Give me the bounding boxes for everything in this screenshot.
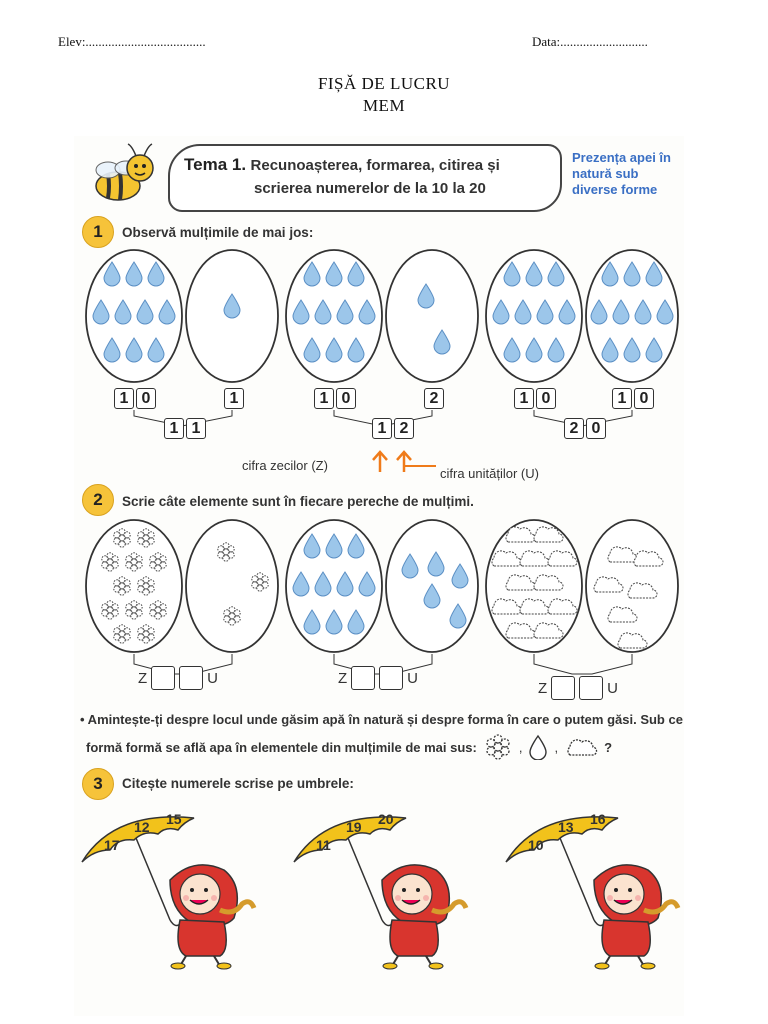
exercise-2-sets bbox=[82, 516, 686, 706]
digit-box: 1 bbox=[164, 418, 184, 439]
right-set-count bbox=[424, 388, 444, 409]
umbrella-number: 13 bbox=[558, 819, 574, 835]
umbrella-number: 20 bbox=[378, 811, 394, 827]
red-cape bbox=[390, 920, 438, 956]
left-set-count bbox=[314, 388, 356, 409]
units-label: U bbox=[407, 669, 419, 687]
digit-box: 0 bbox=[136, 388, 156, 409]
umbrella-number: 15 bbox=[166, 811, 182, 827]
tens-units-answer bbox=[538, 676, 618, 700]
umbrella-number: 17 bbox=[104, 837, 120, 853]
umbrella-number: 19 bbox=[346, 819, 362, 835]
exercise-3-instruction: Citește numerele scrise pe umbrele: bbox=[122, 776, 354, 791]
separator-1: , bbox=[518, 739, 523, 755]
pair-total-count bbox=[164, 418, 206, 439]
digit-box: 1 bbox=[314, 388, 334, 409]
set-oval bbox=[386, 250, 478, 382]
exercise-2-badge: 2 bbox=[82, 484, 114, 516]
digit-box: 0 bbox=[586, 418, 606, 439]
digit-box: 2 bbox=[394, 418, 414, 439]
tens-units-answer bbox=[138, 666, 218, 690]
theme-number: Tema 1. bbox=[184, 155, 247, 174]
red-cape bbox=[178, 920, 226, 956]
umbrella-number: 12 bbox=[134, 819, 150, 835]
water-forms-note-line2 bbox=[86, 732, 612, 762]
units-answer-box[interactable] bbox=[579, 676, 603, 700]
right-set-count bbox=[612, 388, 654, 409]
water-forms-question: formă formă se află apa în elementele din mulțimile de mai sus: bbox=[86, 739, 477, 755]
umbrella-number: 16 bbox=[590, 811, 606, 827]
tens-digit-label: cifra zecilor (Z) bbox=[242, 458, 328, 473]
digit-box: 0 bbox=[634, 388, 654, 409]
worksheet-title: FIȘĂ DE LUCRU bbox=[317, 74, 451, 93]
tens-label: Z bbox=[338, 669, 348, 687]
tens-answer-box[interactable] bbox=[551, 676, 575, 700]
digit-box: 1 bbox=[224, 388, 244, 409]
units-digit-label: cifra unităților (U) bbox=[440, 466, 539, 481]
exercise-2-instruction: Scrie câte elemente sunt în fiecare pereche de mulțimi. bbox=[122, 494, 474, 509]
red-cape bbox=[602, 920, 650, 956]
girl-face bbox=[392, 874, 432, 914]
question-mark: ? bbox=[604, 739, 613, 755]
digit-box: 1 bbox=[114, 388, 134, 409]
exercise-3-umbrellas bbox=[74, 800, 694, 970]
water-forms-note-line1: • Amintește-ți despre locul unde găsim apă în natură și despre forma în care o putem găsi. Sub ce bbox=[80, 712, 683, 727]
girl-with-umbrella-illustration bbox=[286, 800, 486, 970]
tens-label: Z bbox=[138, 669, 148, 687]
snowflake-icon bbox=[483, 734, 513, 760]
tens-units-answer bbox=[338, 666, 418, 690]
girl-face bbox=[180, 874, 220, 914]
drop-outline-icon bbox=[528, 734, 548, 760]
set-oval bbox=[86, 520, 182, 652]
tens-answer-box[interactable] bbox=[351, 666, 375, 690]
left-set-count bbox=[114, 388, 156, 409]
girl-with-umbrella-illustration bbox=[74, 800, 274, 970]
digit-box: 0 bbox=[336, 388, 356, 409]
umbrella-number: 10 bbox=[528, 837, 544, 853]
digit-box: 0 bbox=[536, 388, 556, 409]
umbrella-number: 11 bbox=[316, 837, 331, 853]
exercise-1-badge: 1 bbox=[82, 216, 114, 248]
worksheet-subject: MEM bbox=[362, 96, 406, 115]
date-field: Data:........................... bbox=[532, 34, 648, 49]
right-set-count bbox=[224, 388, 244, 409]
units-answer-box[interactable] bbox=[379, 666, 403, 690]
digit-box: 1 bbox=[514, 388, 534, 409]
digit-box: 1 bbox=[186, 418, 206, 439]
set-oval bbox=[186, 520, 278, 652]
digit-box: 2 bbox=[424, 388, 444, 409]
girl-with-umbrella-illustration bbox=[498, 800, 698, 970]
units-label: U bbox=[207, 669, 219, 687]
pair-total-count bbox=[564, 418, 606, 439]
digit-arrows-icon bbox=[368, 448, 438, 474]
exercise-1-instruction: Observă mulțimile de mai jos: bbox=[122, 225, 314, 240]
theme-title-line2: scrierea numerelor de la 10 la 20 bbox=[254, 180, 486, 197]
digit-box: 2 bbox=[564, 418, 584, 439]
exercise-3-badge: 3 bbox=[82, 768, 114, 800]
bee-mascot-icon bbox=[78, 140, 162, 210]
girl-face bbox=[604, 874, 644, 914]
digit-box: 1 bbox=[372, 418, 392, 439]
separator-2: , bbox=[554, 739, 559, 755]
units-label: U bbox=[607, 679, 619, 697]
tens-label: Z bbox=[538, 679, 548, 697]
cloud-outline-icon bbox=[564, 735, 598, 759]
left-set-count bbox=[514, 388, 556, 409]
tens-answer-box[interactable] bbox=[151, 666, 175, 690]
digit-box: 1 bbox=[612, 388, 632, 409]
theme-side-note: Prezența apei în natură sub diverse forme bbox=[572, 150, 671, 197]
theme-title-line1: Recunoașterea, formarea, citirea și bbox=[250, 157, 500, 174]
exercise-1-sets bbox=[82, 248, 686, 448]
theme-banner bbox=[168, 144, 562, 212]
student-name-field: Elev:..................................... bbox=[58, 34, 206, 49]
units-answer-box[interactable] bbox=[179, 666, 203, 690]
pair-total-count bbox=[372, 418, 414, 439]
